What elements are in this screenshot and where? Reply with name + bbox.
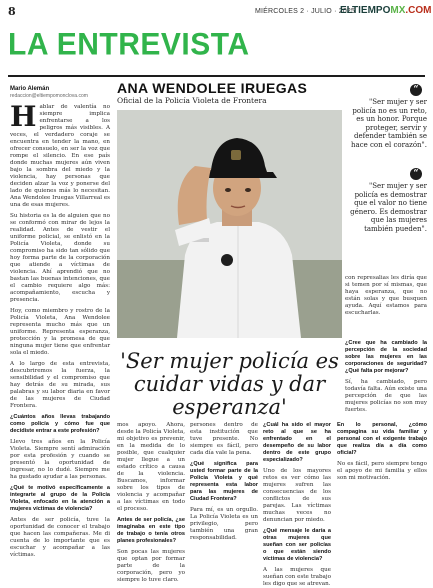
interview-answer: Uno de los mayores retos es ver cómo las mujeres sufren las consecuencias de los conflictos de sus parejas. Las víctimas muchas veces no denuncian por miedo.: [263, 468, 331, 523]
article-subhead: Oficial de la Policía Violeta de Frontera: [117, 96, 267, 105]
officer-photo: [117, 110, 342, 338]
paragraph: Su historia es la de alguien que no se conformó con mirar de lejos la realidad. Antes de vestir el uniforme policial, se enlistó en la Policía Violeta, donde su compromiso ha sido tan sólido que hoy forma parte de la corporación que atiende a víctimas de violencia. Ahí aprendió que no bastan las buenas intenciones, que el cambio requiere algo más: acompañamiento, escucha y presencia.: [10, 213, 110, 303]
paragraph: persones dentro de esta institución que tuve presente. No siempre es fácil, pero cada día vale la pena.: [190, 422, 258, 456]
interview-answer: Sí, ha cambiado, pero todavía falta. Aún existe una percepción de que las mujeres policías no son muy fuertes.: [345, 379, 427, 413]
section-title: LA ENTREVISTA: [8, 27, 250, 62]
interview-answer: Son pocas las mujeres que optan por formar parte de la corporación, pero yo siempre lo tuve claro.: [117, 549, 185, 583]
article-column-right-top: [345, 340, 427, 420]
interview-answer: Para mí, es un orgullo. La Policía Violeta es un privilegio, pero también una gran responsabilidad.: [190, 507, 258, 541]
article-column-4: [263, 422, 331, 587]
article-column-2: [117, 422, 185, 583]
quote-icon: “: [410, 168, 422, 180]
article-column-3: [190, 422, 258, 552]
brand-dotcom: .COM: [405, 5, 432, 16]
paragraph: Hoy, como miembro y rostro de la Policía Violeta, Ana Wendolee representa mucho más que un uniforme. Representa esperanza, protección y la promesa de que ninguna mujer tiene que enfrentar sola el miedo.: [10, 308, 110, 356]
byline-email[interactable]: redaccion@eltiempomonclova.com: [10, 93, 88, 99]
drop-cap: H: [10, 100, 37, 133]
byline-author: Mario Alemán: [10, 86, 50, 92]
paragraph: con represalias les diría que si temen por sí mismas, que haya esperanza, que no están solas y que busquen ayuda. Aquí estamos para escucharlas.: [345, 275, 427, 316]
interview-question: ¿Cuántos años llevas trabajando como policía y cómo fue que decidiste entrar a este profesión?: [10, 414, 110, 434]
pull-quote: 'Ser mujer policía es cuidar vidas y dar esperanza': [120, 349, 339, 419]
article-column-5: [337, 422, 427, 552]
page-header: [0, 0, 433, 24]
interview-answer: A las mujeres que sueñan con este trabajo les digo que se atrevan.: [263, 567, 331, 587]
interview-question: En lo personal, ¿cómo compagina su vida familiar y personal con el exigente trabajo que realiza día a día como oficial?: [337, 422, 427, 456]
interview-question: ¿Qué significa para usted formar parte de la Policía Violeta y qué representa esta labor para las mujeres de Ciudad Frontera?: [190, 461, 258, 502]
brand-logo[interactable]: [340, 5, 431, 16]
article-headline: ANA WENDOLEE IRUEGAS: [117, 80, 308, 96]
interview-answer: Antes de ser policía, tuve la oportunidad de conocer el trabajo que hacen las compañeras. Me di cuenta de lo importante que es escuchar y acompañar a las víctimas.: [10, 517, 110, 558]
side-quote-1: "Ser mujer y ser policía no es un reto, es un honor. Porque proteger, servir y defender también se hace con el corazón".: [351, 98, 427, 149]
article-column-continuation: [345, 275, 427, 337]
interview-question: ¿Qué mensaje le daría a otras mujeres que sueñan con ser policías o que están siendo víctimas de violencia?: [263, 528, 331, 562]
interview-question: ¿Cuál ha sido el mayor reto al que se ha enfrentado en el desempeño de su labor dentro de este grupo especializado?: [263, 422, 331, 463]
quote-icon: “: [410, 84, 422, 96]
brand-suffix: MX: [390, 5, 406, 16]
section-divider: [8, 75, 425, 77]
interview-answer: No es fácil, pero siempre tengo el apoyo de mi familia y ellos son mi motivación.: [337, 461, 427, 481]
interview-question: Antes de ser policía, ¿se imaginaba en este tipo de trabajo o tenía otros planes profesionales?: [117, 517, 185, 544]
publication-date: MIÉRCOLES 2 · JULIO · 2025: [255, 8, 356, 15]
side-quote-2: "Ser mujer y ser policía es demostrar que el valor no tiene género. Es demostrar que las mujeres también pueden".: [350, 182, 427, 233]
page-number: 8: [8, 5, 16, 18]
interview-question: ¿Cree que ha cambiado la percepción de la sociedad sobre las mujeres en las corporaciones de seguridad? ¿Qué falta por mejorar?: [345, 340, 427, 374]
interview-question: ¿Qué te motivó específicamente a integrarte al grupo de la Policía Violeta, enfocado en la atención a mujeres víctimas de violencia?: [10, 485, 110, 512]
article-column-1: [10, 100, 110, 558]
paragraph: ablar de valentía no siempre implica enfrentarse a los peligros más visibles. A veces, el verdadero coraje se encuentra en tender la mano, en ofrecer consuelo, en ser la voz que rompe el silencio. En ese país donde muchas mujeres aún viven bajo la sombra del miedo y la violencia, hay personas que deciden alzar la voz y ponerse del lado de quienes más lo necesitan. Ana Wendolee Iruegas Villarreal es una de esas mujeres.: [10, 104, 110, 208]
paragraph: A lo largo de esta entrevista, descubriremos la fuerza, la sensibilidad y el compromiso que hay detrás de su mirada, sus palabras y su labor diaria en favor de las mujeres de Ciudad Frontera.: [10, 361, 110, 409]
brand-main: ELTIEMPO: [340, 5, 391, 16]
interview-answer: Llevo tres años en la Policía Violeta. Siempre sentí admiración por esta profesión y cuando se presentó la oportunidad de ingresar, no lo dudé. Siempre me ha gustado ayudar a las personas.: [10, 439, 110, 480]
paragraph: mos apoyo. Ahora, desde la Policía Violeta, mi objetivo es prevenir, en la medida de lo posible, que cualquier mujer llegue a un estado crítico a causa de la violencia. Buscamos, informar sobre los tipos de violencia y acompañar a las víctimas en todo el proceso.: [117, 422, 185, 512]
